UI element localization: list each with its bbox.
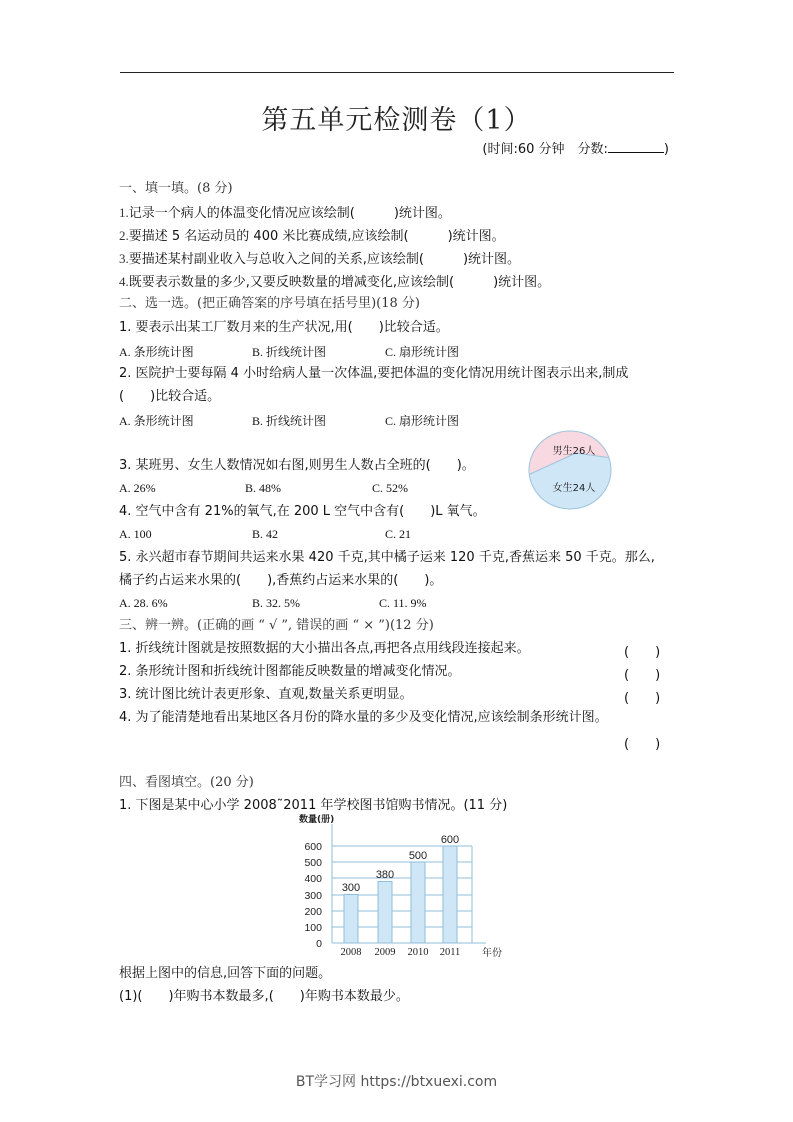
s4-instruction: 根据上图中的信息,回答下面的问题。 — [119, 966, 332, 981]
site-footer: BT学习网 https://btxuexi.com — [295, 1074, 498, 1090]
book-purchase-bar-chart — [296, 812, 506, 960]
svg-text:2008: 2008 — [340, 947, 362, 958]
s2-q3-option-b: B. 48% — [245, 481, 281, 495]
bar-2011 — [443, 846, 457, 943]
svg-text:0: 0 — [316, 938, 322, 950]
x-ticks — [341, 947, 461, 958]
s2-q1-option-a: A. 条形统计图 — [119, 345, 194, 359]
s2-q3-option-c: C. 52% — [372, 481, 408, 495]
bar-label-2009: 380 — [375, 869, 395, 881]
bar-label-2010: 500 — [408, 850, 428, 862]
score-blank[interactable] — [608, 140, 664, 153]
s3-item-2-answer-box[interactable]: ( ) — [624, 668, 661, 683]
section-1-heading: 一、填一填。(8 分) — [119, 181, 233, 196]
page-title: 第五单元检测卷（1） — [261, 105, 532, 136]
x-axis-title: 年份 — [482, 948, 502, 959]
svg-text:2009: 2009 — [374, 947, 396, 958]
s2-q2: 2. 医院护士要每隔 4 小时给病人量一次体温,要把体温的变化情况用统计图表示出来,制成 — [119, 366, 629, 381]
s2-q2-option-a: A. 条形统计图 — [119, 414, 194, 428]
section-4-heading: 四、看图填空。(20 分) — [119, 775, 254, 790]
svg-text:2011: 2011 — [439, 947, 461, 958]
s2-q5-option-b: B. 32. 5% — [252, 596, 300, 610]
s2-q4: 4. 空气中含有 21%的氧气,在 200 L 空气中含有( )L 氧气。 — [119, 504, 486, 519]
s3-item-3-answer-box[interactable]: ( ) — [624, 691, 661, 706]
s2-q3: 3. 某班男、女生人数情况如右图,则男生人数占全班的( )。 — [119, 458, 475, 473]
s2-q5: 5. 永兴超市春节期间共运来水果 420 千克,其中橘子运来 120 千克,香蕉运来 50 千克。那么, — [119, 550, 655, 565]
bar-2010 — [411, 862, 425, 943]
s2-q1-option-b: B. 折线统计图 — [252, 345, 327, 359]
bar-label-2011: 600 — [440, 834, 460, 846]
svg-text:600: 600 — [304, 841, 322, 853]
s1-item-4: 4.既要表示数量的多少,又要反映数量的增减变化,应该绘制( )统计图。 — [119, 274, 551, 290]
y-axis-title: 数量(册) — [299, 815, 335, 825]
meta-close: ) — [663, 142, 669, 157]
s4-q1: 1. 下图是某中心小学 2008˜2011 年学校图书馆购书情况。(11 分) — [119, 798, 508, 813]
s2-q1-option-c: C. 扇形统计图 — [385, 345, 460, 359]
gender-pie-chart — [528, 430, 612, 510]
s3-item-1-answer-box[interactable]: ( ) — [624, 645, 661, 660]
s3-item-2: 2. 条形统计图和折线统计图都能反映数量的增减变化情况。 — [119, 664, 461, 679]
svg-text:200: 200 — [304, 906, 322, 918]
svg-text:500: 500 — [304, 857, 322, 869]
s2-q4-option-c: C. 21 — [385, 527, 412, 541]
s4-sub-question-1: (1)( )年购书本数最多,( )年购书本数最少。 — [119, 989, 409, 1004]
s2-q4-option-b: B. 42 — [252, 527, 279, 541]
top-rule — [120, 72, 674, 73]
s2-q2-option-b: B. 折线统计图 — [252, 414, 327, 428]
s3-item-3: 3. 统计图比统计表更形象、直观,数量关系更明显。 — [119, 687, 413, 702]
s2-q5-option-c: C. 11. 9% — [379, 596, 427, 610]
section-3-heading: 三、辨一辨。(正确的画 “ √ ”, 错误的画 “ × ”)(12 分) — [119, 618, 434, 633]
s1-item-3: 3.要描述某村副业收入与总收入之间的关系,应该绘制( )统计图。 — [119, 251, 521, 267]
time-label: (时间:60 分钟 分数: — [482, 142, 608, 157]
s3-item-4: 4. 为了能清楚地看出某地区各月份的降水量的多少及变化情况,应该绘制条形统计图。 — [119, 710, 608, 725]
section-2-heading: 二、选一选。(把正确答案的序号填在括号里)(18 分) — [119, 296, 420, 311]
svg-text:2010: 2010 — [407, 947, 429, 958]
s2-q5-cont: 橘子约占运来水果的( ),香蕉约占运来水果的( )。 — [119, 573, 443, 588]
s1-item-1: 1.记录一个病人的体温变化情况应该绘制( )统计图。 — [119, 205, 451, 221]
s3-item-4-answer-box[interactable]: ( ) — [624, 737, 661, 752]
svg-text:400: 400 — [304, 873, 322, 885]
s2-q2-cont: ( )比较合适。 — [119, 389, 221, 404]
time-score-line — [482, 138, 669, 157]
s2-q1: 1. 要表示出某工厂数月来的生产状况,用( )比较合适。 — [119, 320, 449, 335]
s2-q2-option-c: C. 扇形统计图 — [385, 414, 460, 428]
svg-text:100: 100 — [304, 922, 322, 934]
bar-label-2008: 300 — [341, 882, 361, 894]
y-ticks — [304, 841, 322, 950]
s2-q5-option-a: A. 28. 6% — [119, 596, 168, 610]
s1-item-2: 2.要描述 5 名运动员的 400 米比赛成绩,应该绘制( )统计图。 — [119, 228, 505, 244]
pie-label-boys: 男生26人 — [552, 446, 596, 457]
s3-item-1: 1. 折线统计图就是按照数据的大小描出各点,再把各点用线段连接起来。 — [119, 641, 530, 656]
pie-label-girls: 女生24人 — [552, 483, 596, 494]
s2-q3-option-a: A. 26% — [119, 481, 156, 495]
s2-q4-option-a: A. 100 — [119, 527, 152, 541]
svg-text:300: 300 — [304, 890, 322, 902]
bar-2009 — [378, 882, 392, 944]
bar-2008 — [344, 895, 358, 944]
